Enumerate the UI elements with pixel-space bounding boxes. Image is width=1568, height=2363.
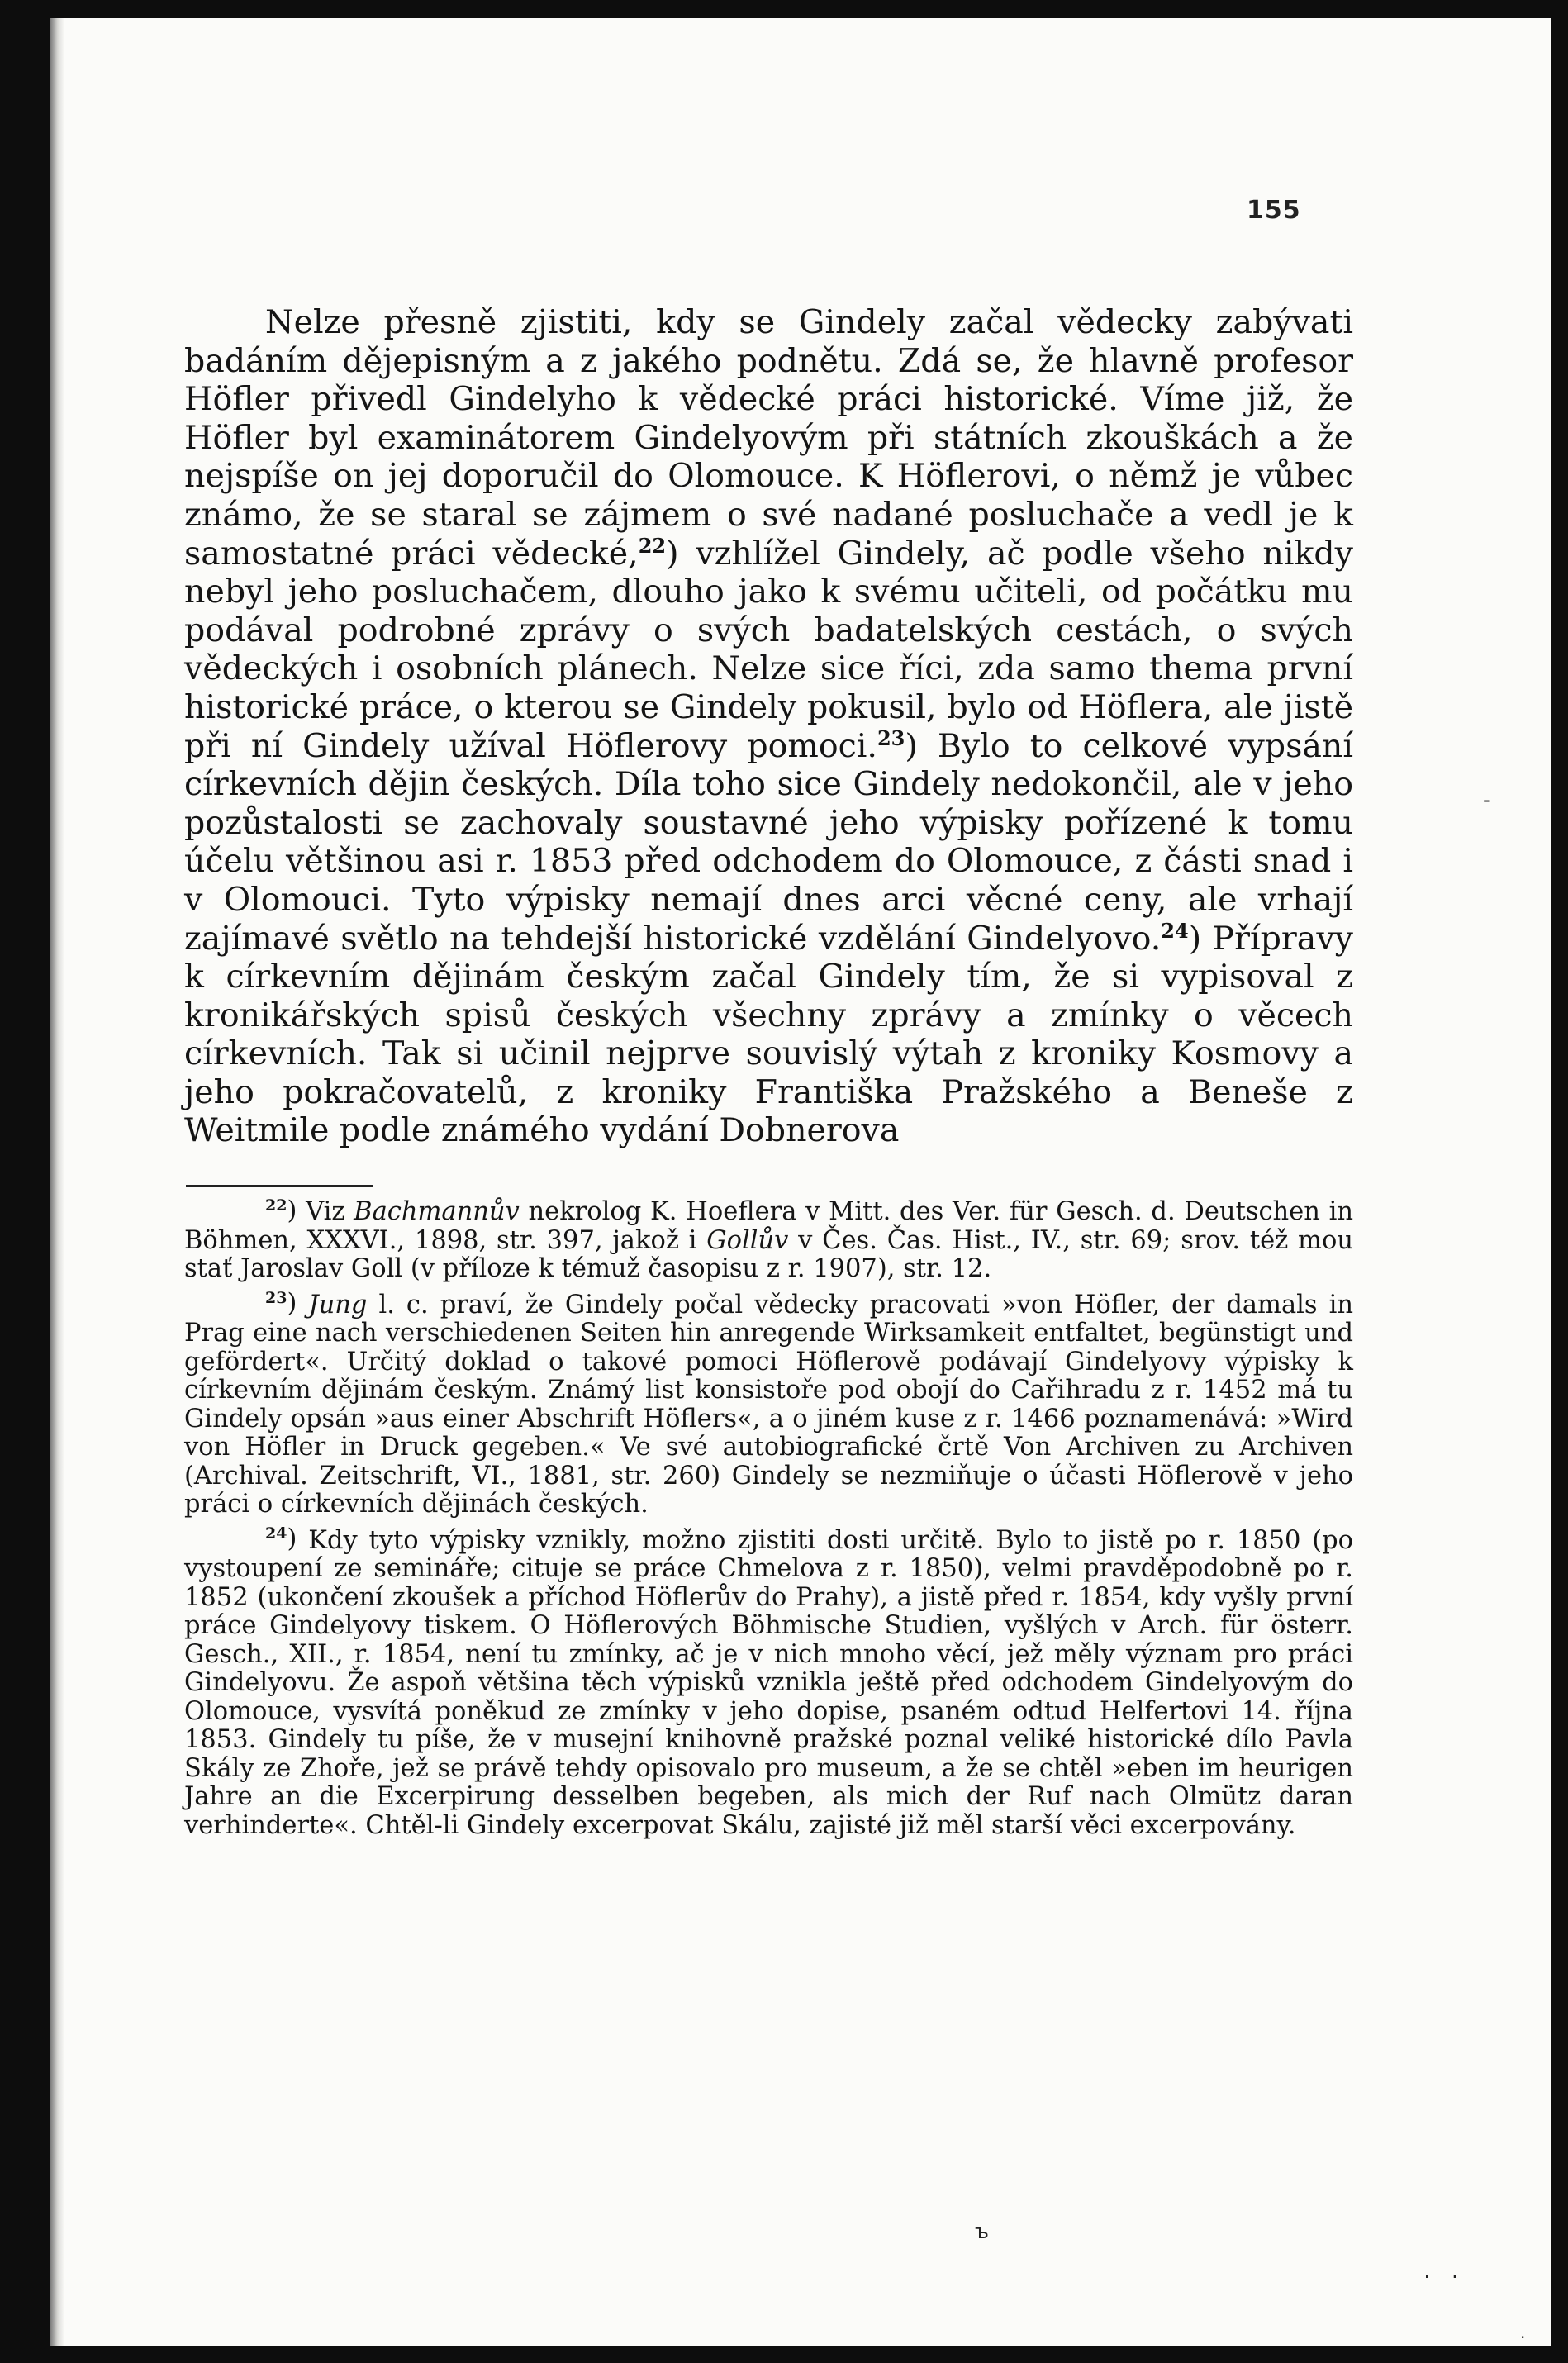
footnote-text-segment: v Čes. Čas. Hist., IV., str. 69; srov. též mou stať Jaroslav Goll (v příloze k témuž časopisu z r. 1907), str. 12.: [184, 1225, 1353, 1283]
footnote-number: $^{24}$ ): [265, 1524, 297, 1543]
footnote-text-segment: l. c. praví, že Gindely počal vědecky pracovati »von Höfler, der damals in Prag eine nach verschiedenen Seiten hin anregende Wirksamkeit entfaltet, begünstigt und gefördert«. Určitý doklad o takové pomoci Höflerově podávají Gindelyovy výpisky k církevním dějinám českým. Známý list konsistoře pod obojí do Cařihradu z r. 1452 má tu Gindely opsán »aus einer Abschrift Höflers«, a o jiném kuse z r. 1466 poznamenává: »Wird von Höfler in Druck gegeben.« Ve své autobiografické črtě Von Archiven zu Archiven (Archival. Zeitschrift, VI., 1881, str. 260) Gindely se nezmiňuje o účasti Höflerově v jeho práci o církevních dějinách českých.: [184, 1290, 1353, 1519]
footnote-number: $^{22}$ ): [265, 1196, 297, 1215]
body-text-segment: ) Přípravy k církevním dějinám českým začal Gindely tím, že si vypisoval z kronikářských spisů českých všechny zprávy a zmínky o věcech církevních. Tak si učinil nejprve souvislý výtah z kroniky Kosmovy a jeho pokračovatelů, z kroniky Františka Pražského a Beneše z Weitmile podle známého vydání Dobnerova: [184, 919, 1353, 1150]
scan-artifact: ·: [1520, 2327, 1526, 2346]
page-number: 155: [1247, 196, 1301, 225]
footnotes: [184, 1198, 1353, 1847]
body-text-segment: ) vzhlížel Gindely, ač podle všeho nikdy nebyl jeho posluchačem, dlouho jako k svému učiteli, od počátku mu podával podrobné zprávy o svých badatelských cestách, o svých vědeckých i osobních plánech. Nelze sice říci, zda samo thema první historické práce, o kterou se Gindely pokusil, bylo od Höflera, ale jistě při ní Gindely užíval Höflerovy pomoci.: [184, 534, 1353, 765]
body-text-segment: ) Bylo to celkové vypsání církevních dějin českých. Díla toho sice Gindely nedokončil, ale v jeho pozůstalosti se zachovaly soustavné jeho výpisky pořízené k tomu účelu většinou asi r. 1853 před odchodem do Olomouce, z části snad i v Olomouci. Tyto výpisky nemají dnes arci věcné ceny, ale vrhají zajímavé světlo na tehdejší historické vzdělání Gindelyovo.: [184, 726, 1353, 958]
footnote-text-segment: Kdy tyto výpisky vznikly, možno zjistiti dosti určitě. Bylo to jistě po r. 1850 (po vystoupení ze semináře; cituje se práce Chmelova z r. 1850), velmi pravděpodobně po r. 1852 (ukončení zkoušek a příchod Höflerův do Prahy), a jistě před r. 1854, kdy vyšly první práce Gindelyovy tiskem. O Höflerových Böhmische Studien, vyšlých v Arch. für österr. Gesch., XII., r. 1854, není tu zmínky, ač je v nich mnoho věcí, jež měly význam pro práci Gindelyovu. Že aspoň většina těch výpisků vznikla ještě před odchodem Gindelyovým do Olomouce, vysvítá poněkud ze zmínky v jeho dopise, psaném odtud Helfertovi 14. října 1853. Gindely tu píše, že v musejní knihovně pražské poznal veliké historické dílo Pavla Skály ze Zhoře, jež se právě tehdy opisovalo pro museum, a že se chtěl »eben im heurigen Jahre an die Excerpirung desselben begeben, als mich der Ruf nach Olmütz daran verhinderte«. Chtěl-li Gindely excerpovat Skálu, zajisté již měl starší věci excerpovány.: [184, 1525, 1353, 1840]
footnote-italic-text: Jung: [308, 1290, 368, 1319]
body-text-segment: Nelze přesně zjistiti, kdy se Gindely začal vědecky zabývati badáním dějepisným a z jakého podnětu. Zdá se, že hlavně profesor Höfler přivedl Gindelyho k vědecké práci historické. Víme již, že Höfler byl examinátorem Gindelyovým při státních zkouškách a že nejspíše on jej doporučil do Olomouce. K Höflerovi, o němž je vůbec známo, že se staral se zájmem o své nadané posluchače a vedl je k samostatné práci vědecké,: [184, 303, 1353, 573]
scan-artifact: -: [1483, 788, 1490, 811]
footnote-22: [184, 1198, 1353, 1284]
footnote-reference-22: 22: [638, 533, 667, 558]
footnote-separator: [186, 1185, 373, 1187]
body-paragraph: [184, 303, 1353, 1150]
scanned-book-page: [50, 18, 1551, 2346]
footnote-text-segment: nekrolog K. Hoeflera v Mitt. des Ver. für Gesch. d. Deutschen in Böhmen, XXXVI., 1898, str. 397, jakož i: [184, 1197, 1354, 1255]
footnote-reference-24: 24: [1161, 918, 1189, 943]
footnote-number: $^{23}$ ): [265, 1289, 297, 1307]
scan-artifact: · ·: [1423, 2263, 1466, 2290]
footnote-24: [184, 1524, 1353, 1841]
main-text: [184, 303, 1353, 1150]
scan-artifact: ъ: [975, 2220, 989, 2243]
footnote-italic-text: Gollův: [706, 1225, 789, 1255]
footnote-italic-text: Bachmannův: [354, 1197, 520, 1226]
footnote-23: [184, 1291, 1353, 1519]
footnote-reference-23: 23: [877, 725, 905, 750]
scan-binding-shadow: [50, 18, 64, 2346]
footnote-text-segment: Viz: [306, 1197, 354, 1226]
